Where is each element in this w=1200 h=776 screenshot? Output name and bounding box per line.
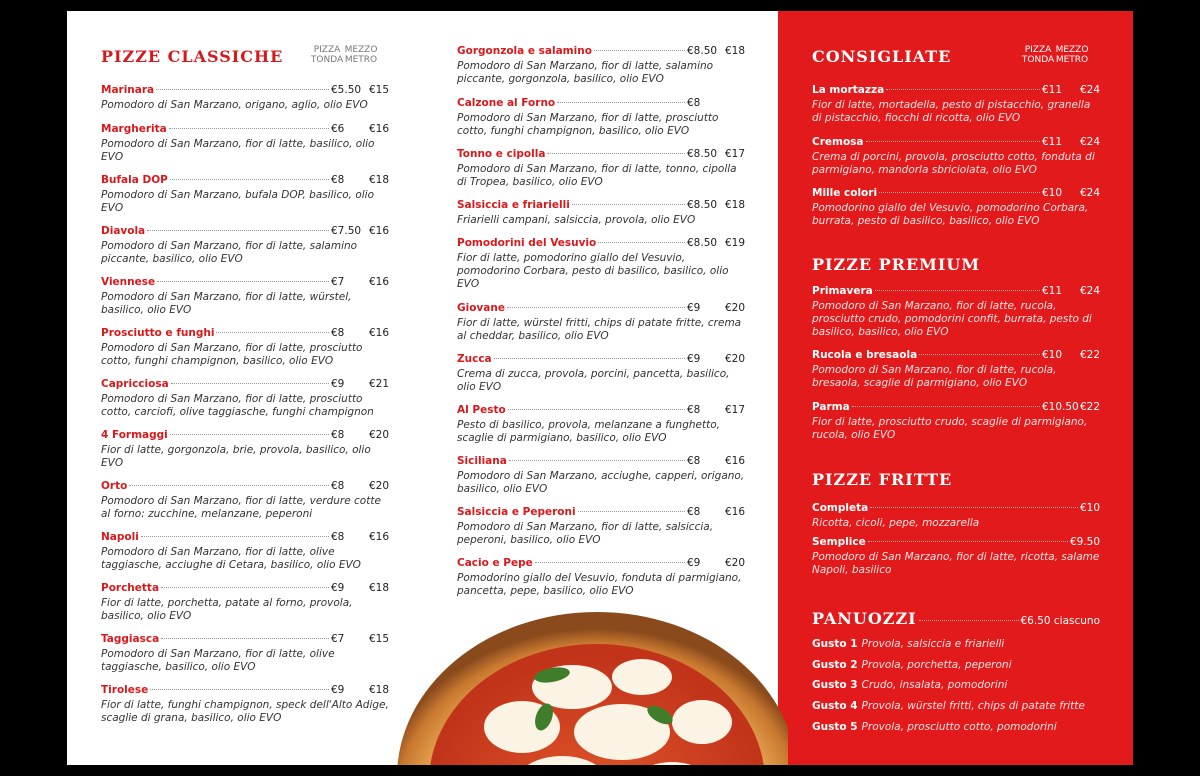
price-pizza-tonda: €8	[331, 480, 345, 492]
item-name: Napoli	[101, 531, 139, 543]
menu-item-cacio-e-pepe	[457, 556, 745, 598]
item-name: Primavera	[812, 285, 873, 297]
price-pizza-tonda: €6	[331, 123, 345, 135]
price-mezzo-metro: €18	[368, 174, 389, 186]
dot-leader	[507, 307, 685, 308]
price-mezzo-metro: €18	[724, 199, 745, 211]
item-name: Completa	[812, 502, 869, 514]
dot-leader	[557, 102, 685, 103]
dot-leader	[509, 460, 685, 461]
price-pizza-tonda: €11	[1042, 84, 1063, 96]
menu-item-la-mortazza	[812, 83, 1100, 125]
item-name: Salsiccia e friarielli	[457, 199, 570, 211]
item-price: €10	[1079, 502, 1100, 514]
menu-item-parma	[812, 400, 1100, 442]
price-mezzo-metro: €16	[368, 225, 389, 237]
item-name: Rucola e bresaola	[812, 349, 918, 361]
price-pizza-tonda: €8.50	[687, 45, 718, 57]
price-mezzo-metro: €22	[1079, 349, 1100, 361]
item-description: Fior di latte, prosciutto crudo, scaglie di parmigiano, rucola, olio EVO	[812, 416, 1088, 441]
menu-item-primavera	[812, 284, 1100, 339]
menu-item-row	[101, 122, 389, 136]
menu-item-row	[101, 224, 389, 238]
menu-item-row	[101, 479, 389, 493]
price-mezzo-metro: €20	[724, 557, 745, 569]
item-name: Al Pesto	[457, 404, 506, 416]
price-mezzo-metro: €24	[1079, 136, 1100, 148]
dot-leader	[150, 689, 329, 690]
menu-item-row	[457, 454, 745, 468]
item-name: Calzone al Forno	[457, 97, 556, 109]
item-name: Orto	[101, 480, 128, 492]
menu-item-bufala-dop	[101, 173, 389, 215]
item-name: Tirolese	[101, 684, 149, 696]
menu-item-row	[812, 186, 1100, 200]
item-name: Margherita	[101, 123, 167, 135]
item-name: Cacio e Pepe	[457, 557, 533, 569]
menu-item-capricciosa	[101, 377, 389, 419]
menu-item-diavola	[101, 224, 389, 266]
item-name: Prosciutto e funghi	[101, 327, 215, 339]
panuozzi-header	[812, 609, 1100, 628]
price-mezzo-metro: €17	[724, 148, 745, 160]
menu-item-calzone-al-forno	[457, 96, 745, 138]
price-pizza-tonda: €9	[331, 582, 345, 594]
item-name: Capricciosa	[101, 378, 169, 390]
item-name: Bufala DOP	[101, 174, 168, 186]
gusto-description: Provola, würstel fritti, chips di patate fritte	[861, 700, 1085, 712]
item-description: Pomodoro di San Marzano, fior di latte, prosciutto cotto, funghi champignon, basilico, olio EVO	[101, 342, 363, 367]
item-name: Tonno e cipolla	[457, 148, 546, 160]
item-description: Pomodoro di San Marzano, fior di latte, verdure cotte al forno: zucchine, melanzane, peperoni	[101, 495, 381, 520]
price-pizza-tonda: €8	[687, 506, 701, 518]
menu-item-gorgonzola-e-salamino	[457, 44, 745, 86]
panuozzo-gusto-2	[812, 659, 1012, 671]
menu-item-cremosa	[812, 135, 1100, 177]
price-pizza-tonda: €11	[1042, 136, 1063, 148]
item-description: Pomodoro di San Marzano, fior di latte, salsiccia, peperoni, basilico, olio EVO	[457, 521, 714, 546]
menu-item-mille-colori	[812, 186, 1100, 228]
menu-item-row	[457, 556, 745, 570]
dot-leader	[129, 485, 329, 486]
menu-item-row	[457, 352, 745, 366]
price-mezzo-metro: €20	[724, 302, 745, 314]
fritte-title: PIZZE FRITTE	[812, 470, 953, 489]
menu-item-row	[101, 326, 389, 340]
item-description: Pomodoro di San Marzano, fior di latte, würstel, basilico, olio EVO	[101, 291, 352, 316]
menu-item-siciliana	[457, 454, 745, 496]
price-pizza-tonda: €7	[331, 633, 345, 645]
item-description: Pesto di basilico, provola, melanzane a funghetto, scaglie di parmigiano, basilico, olio EVO	[457, 419, 720, 444]
menu-item-zucca	[457, 352, 745, 394]
price-pizza-tonda: €8.50	[687, 199, 718, 211]
dot-leader	[866, 141, 1041, 142]
item-price: €9.50	[1069, 536, 1100, 548]
menu-item-rucola-e-bresaola	[812, 348, 1100, 390]
dot-leader	[170, 434, 329, 435]
menu-item-row	[101, 632, 389, 646]
dot-leader	[547, 153, 685, 154]
menu-item-row	[101, 173, 389, 187]
price-mezzo-metro: €16	[724, 455, 745, 467]
gusto-label: Gusto 3	[812, 679, 858, 691]
price-pizza-tonda: €8	[687, 97, 701, 109]
price-mezzo-metro: €17	[724, 404, 745, 416]
price-pizza-tonda: €9	[331, 378, 345, 390]
item-description: Pomodoro di San Marzano, fior di latte, olive taggiasche, basilico, olio EVO	[101, 648, 335, 673]
menu-item-marinara	[101, 83, 389, 112]
dot-leader	[919, 354, 1040, 355]
item-name: Pomodorini del Vesuvio	[457, 237, 597, 249]
menu-item-salsiccia-e-peperoni	[457, 505, 745, 547]
price-mezzo-metro: €18	[724, 45, 745, 57]
price-mezzo-metro: €16	[368, 327, 389, 339]
dot-leader	[868, 541, 1068, 542]
item-name: Porchetta	[101, 582, 160, 594]
gusto-label: Gusto 1	[812, 638, 858, 650]
item-description: Pomodoro di San Marzano, acciughe, capperi, origano, basilico, olio EVO	[457, 470, 745, 495]
menu-item-row	[812, 501, 1100, 515]
dot-leader	[216, 332, 329, 333]
gusto-label: Gusto 4	[812, 700, 858, 712]
dot-leader	[147, 230, 329, 231]
margherita-pizza-image	[392, 607, 788, 765]
dot-leader	[919, 620, 1019, 621]
menu-item-row	[101, 683, 389, 697]
dot-leader	[156, 89, 329, 90]
item-name: Gorgonzola e salamino	[457, 45, 592, 57]
price-mezzo-metro: €20	[368, 480, 389, 492]
item-description: Pomodoro di San Marzano, fior di latte, olive taggiasche, acciughe di Cetara, basilico, olio EVO	[101, 546, 361, 571]
menu-item-4-formaggi	[101, 428, 389, 470]
gusto-description: Provola, porchetta, peperoni	[861, 659, 1012, 671]
menu-item-al-pesto	[457, 403, 745, 445]
price-mezzo-metro: €20	[368, 429, 389, 441]
dot-leader	[169, 128, 329, 129]
price-mezzo-metro: €16	[368, 531, 389, 543]
menu-item-salsiccia-e-friarielli	[457, 198, 745, 227]
item-name: Mille colori	[812, 187, 878, 199]
menu-item-row	[457, 403, 745, 417]
menu-item-row	[457, 301, 745, 315]
gusto-label: Gusto 2	[812, 659, 858, 671]
gusto-label: Gusto 5	[812, 721, 858, 733]
item-description: Fior di latte, funghi champignon, speck dell'Alto Adige, scaglie di grana, basilico, olio EVO	[101, 699, 389, 724]
classiche-price-headers	[310, 45, 378, 65]
menu-item-tonno-e-cipolla	[457, 147, 745, 189]
item-description: Pomodoro di San Marzano, fior di latte, prosciutto cotto, funghi champignon, basilico, olio EVO	[457, 112, 719, 137]
menu-item-semplice	[812, 535, 1100, 577]
dot-leader	[508, 409, 685, 410]
price-mezzo-metro: €16	[368, 123, 389, 135]
consigliate-title: CONSIGLIATE	[812, 47, 952, 66]
item-description: Crema di porcini, provola, prosciutto cotto, fonduta di parmigiano, mandorla sbriciolata, olio EVO	[812, 151, 1095, 176]
item-name: La mortazza	[812, 84, 885, 96]
item-name: Taggiasca	[101, 633, 160, 645]
price-pizza-tonda: €8	[331, 429, 345, 441]
price-pizza-tonda: €9	[331, 684, 345, 696]
menu-item-row	[457, 198, 745, 212]
premium-title: PIZZE PREMIUM	[812, 255, 981, 274]
item-description: Pomodoro di San Marzano, fior di latte, basilico, olio EVO	[101, 138, 375, 163]
dot-leader	[572, 204, 685, 205]
price-mezzo-metro: €15	[368, 84, 389, 96]
item-description: Pomodoro di San Marzano, bufala DOP, basilico, olio EVO	[101, 189, 375, 214]
item-description: Fior di latte, porchetta, patate al forno, provola, basilico, olio EVO	[101, 597, 353, 622]
item-description: Pomodoro di San Marzano, fior di latte, ricotta, salame Napoli, basilico	[812, 551, 1100, 576]
dot-leader	[494, 358, 685, 359]
price-mezzo-metro: €24	[1079, 285, 1100, 297]
item-description: Pomodoro di San Marzano, fior di latte, tonno, cipolla di Tropea, basilico, olio EVO	[457, 163, 737, 188]
menu-item-row	[812, 83, 1100, 97]
gusto-description: Provola, salsiccia e friarielli	[861, 638, 1005, 650]
price-pizza-tonda: €7	[331, 276, 345, 288]
menu-item-row	[101, 581, 389, 595]
header-pizza-tonda: PIZZA TONDA	[310, 45, 344, 65]
item-name: Diavola	[101, 225, 146, 237]
item-description: Pomodoro di San Marzano, fior di latte, salamino piccante, gorgonzola, basilico, olio EVO	[457, 60, 714, 85]
price-pizza-tonda: €8	[687, 404, 701, 416]
panuozzo-gusto-1	[812, 638, 1004, 650]
menu-item-taggiasca	[101, 632, 389, 674]
item-name: Parma	[812, 401, 850, 413]
price-mezzo-metro: €20	[724, 353, 745, 365]
header-mezzo-metro: MEZZO METRO	[1055, 45, 1089, 65]
menu-item-row	[812, 284, 1100, 298]
item-description: Fior di latte, gorgonzola, brie, provola, basilico, olio EVO	[101, 444, 371, 469]
item-description: Fior di latte, würstel fritti, chips di patate fritte, crema al cheddar, basilico, olio EVO	[457, 317, 742, 342]
dot-leader	[875, 290, 1040, 291]
panuozzo-gusto-3	[812, 679, 1007, 691]
price-mezzo-metro: €15	[368, 633, 389, 645]
price-pizza-tonda: €9	[687, 302, 701, 314]
price-mezzo-metro: €16	[368, 276, 389, 288]
item-name: 4 Formaggi	[101, 429, 168, 441]
price-pizza-tonda: €8	[331, 174, 345, 186]
dot-leader	[594, 50, 685, 51]
item-name: Salsiccia e Peperoni	[457, 506, 576, 518]
price-pizza-tonda: €8	[331, 327, 345, 339]
price-mezzo-metro: €22	[1079, 401, 1100, 413]
menu-item-row	[812, 400, 1100, 414]
price-mezzo-metro: €18	[368, 582, 389, 594]
item-description: Crema di zucca, provola, porcini, pancetta, basilico, olio EVO	[457, 368, 730, 393]
item-description: Pomodorino giallo del Vesuvio, pomodorino Corbara, burrata, pesto di basilico, basilico, olio EVO	[812, 202, 1089, 227]
price-mezzo-metro: €18	[368, 684, 389, 696]
dot-leader	[879, 192, 1040, 193]
price-mezzo-metro: €16	[724, 506, 745, 518]
dot-leader	[161, 638, 329, 639]
item-description: Pomodorino giallo del Vesuvio, fonduta di parmigiano, pancetta, pepe, basilico, olio EVO	[457, 572, 742, 597]
price-pizza-tonda: €8	[687, 455, 701, 467]
menu-item-row	[457, 236, 745, 250]
price-pizza-tonda: €11	[1042, 285, 1063, 297]
consigliate-price-headers	[1021, 45, 1089, 65]
item-description: Pomodoro di San Marzano, origano, aglio, olio EVO	[101, 99, 368, 111]
item-name: Siciliana	[457, 455, 507, 467]
menu-item-margherita	[101, 122, 389, 164]
menu-item-prosciutto-e-funghi	[101, 326, 389, 368]
price-pizza-tonda: €8	[331, 531, 345, 543]
panuozzi-price: €6.50 ciascuno	[1020, 615, 1100, 627]
panuozzo-gusto-4	[812, 700, 1085, 712]
menu-item-orto	[101, 479, 389, 521]
header-mezzo-metro: MEZZO METRO	[344, 45, 378, 65]
item-description: Fior di latte, pomodorino giallo del Vesuvio, pomodorino Corbara, pesto di basilico, basilico, olio EVO	[457, 252, 729, 290]
dot-leader	[886, 89, 1040, 90]
item-description: Pomodoro di San Marzano, fior di latte, prosciutto cotto, carciofi, olive taggiasche, funghi champignon	[101, 393, 374, 418]
menu-item-completa	[812, 501, 1100, 530]
menu-item-row	[457, 505, 745, 519]
price-mezzo-metro: €21	[368, 378, 389, 390]
menu-item-porchetta	[101, 581, 389, 623]
menu-item-viennese	[101, 275, 389, 317]
price-pizza-tonda: €8.50	[687, 148, 718, 160]
menu-item-row	[101, 377, 389, 391]
menu-item-row	[812, 135, 1100, 149]
dot-leader	[535, 562, 685, 563]
dot-leader	[141, 536, 329, 537]
menu-item-pomodorini-del-vesuvio	[457, 236, 745, 291]
item-description: Pomodoro di San Marzano, fior di latte, rucola, prosciutto crudo, pomodorini confit, burrata, pesto di basilico, basilico, olio EVO	[812, 300, 1092, 338]
panuozzo-gusto-5	[812, 721, 1057, 733]
menu-item-row	[101, 428, 389, 442]
item-description: Ricotta, cicoli, pepe, mozzarella	[812, 517, 980, 529]
menu-item-tirolese	[101, 683, 389, 725]
price-pizza-tonda: €9	[687, 353, 701, 365]
price-pizza-tonda: €9	[687, 557, 701, 569]
dot-leader	[578, 511, 685, 512]
item-description: Pomodoro di San Marzano, fior di latte, rucola, bresaola, scaglie di parmigiano, olio EVO	[812, 364, 1057, 389]
menu-item-row	[457, 96, 745, 110]
item-description: Fior di latte, mortadella, pesto di pistacchio, granella di pistacchio, fiocchi di ricotta, olio EVO	[812, 99, 1091, 124]
panuozzi-title: PANUOZZI	[812, 609, 917, 628]
menu-sheet	[67, 11, 1133, 765]
gusto-description: Crudo, insalata, pomodorini	[861, 679, 1008, 691]
dot-leader	[852, 406, 1040, 407]
menu-item-napoli	[101, 530, 389, 572]
item-name: Semplice	[812, 536, 866, 548]
price-mezzo-metro: €24	[1079, 187, 1100, 199]
dot-leader	[171, 383, 329, 384]
item-name: Giovane	[457, 302, 505, 314]
menu-item-row	[812, 348, 1100, 362]
dot-leader	[161, 587, 329, 588]
price-pizza-tonda: €5.50	[331, 84, 362, 96]
price-pizza-tonda: €10	[1042, 187, 1063, 199]
item-name: Marinara	[101, 84, 155, 96]
dot-leader	[157, 281, 329, 282]
menu-item-row	[812, 535, 1100, 549]
classiche-title: PIZZE CLASSICHE	[101, 47, 284, 66]
header-pizza-tonda: PIZZA TONDA	[1021, 45, 1055, 65]
price-pizza-tonda: €7.50	[331, 225, 362, 237]
price-pizza-tonda: €10	[1042, 349, 1063, 361]
dot-leader	[598, 242, 685, 243]
menu-item-giovane	[457, 301, 745, 343]
item-description: Friarielli campani, salsiccia, provola, olio EVO	[457, 214, 696, 226]
dot-leader	[870, 507, 1078, 508]
price-pizza-tonda: €10.50	[1042, 401, 1079, 413]
price-mezzo-metro: €24	[1079, 84, 1100, 96]
item-name: Cremosa	[812, 136, 864, 148]
menu-item-row	[101, 530, 389, 544]
menu-item-row	[457, 147, 745, 161]
menu-item-row	[101, 83, 389, 97]
gusto-description: Provola, prosciutto cotto, pomodorini	[861, 721, 1057, 733]
item-name: Viennese	[101, 276, 156, 288]
menu-item-row	[457, 44, 745, 58]
menu-item-row	[101, 275, 389, 289]
item-description: Pomodoro di San Marzano, fior di latte, salamino piccante, basilico, olio EVO	[101, 240, 358, 265]
price-pizza-tonda: €8.50	[687, 237, 718, 249]
price-mezzo-metro: €19	[724, 237, 745, 249]
dot-leader	[170, 179, 329, 180]
item-name: Zucca	[457, 353, 492, 365]
